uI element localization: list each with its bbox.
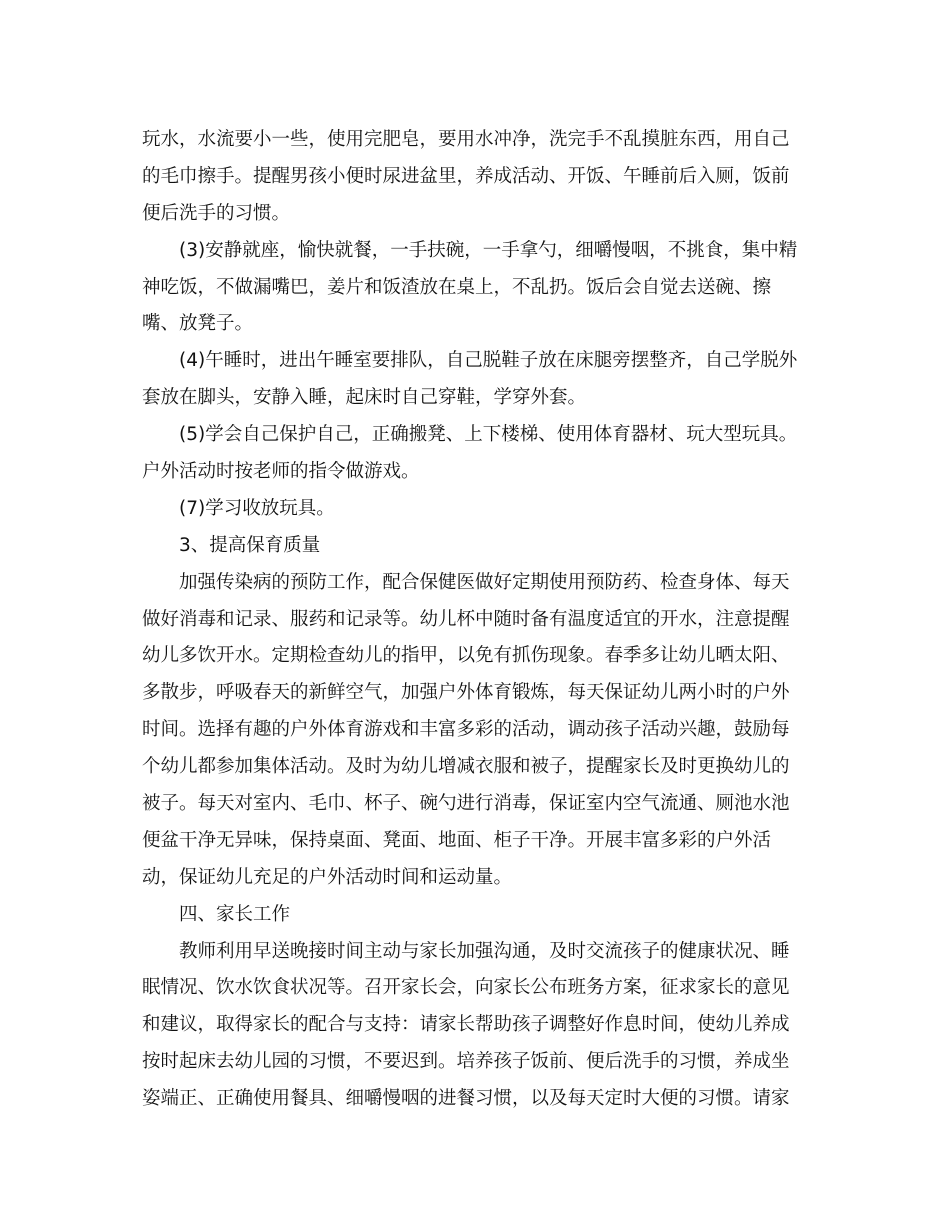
text-line: 做好消毒和记录、服药和记录等。幼儿杯中随时备有温度适宜的开水，注意提醒 <box>142 608 790 630</box>
text-line: 和建议，取得家长的配合与支持：请家长帮助孩子调整好作息时间，使幼儿养成 <box>142 1014 790 1036</box>
text-line: 嘴、放凳子。 <box>142 313 254 335</box>
text-line: 时间。选择有趣的户外体育游戏和丰富多彩的活动，调动孩子活动兴趣，鼓励每 <box>142 719 790 741</box>
text-line: 动，保证幼儿充足的户外活动时间和运动量。 <box>142 866 513 888</box>
text-line: 户外活动时按老师的指令做游戏。 <box>142 461 420 483</box>
text-line: (7)学习收放玩具。 <box>179 497 335 519</box>
text-line: 被子。每天对室内、毛巾、杯子、碗勺进行消毒，保证室内空气流通、厕池水池 <box>142 793 790 815</box>
text-line: 按时起床去幼儿园的习惯，不要迟到。培养孩子饭前、便后洗手的习惯，养成坐 <box>142 1051 790 1073</box>
text-line: 套放在脚头，安静入睡，起床时自己穿鞋，学穿外套。 <box>142 387 587 409</box>
text-line: 教师利用早送晚接时间主动与家长加强沟通，及时交流孩子的健康状况、睡 <box>179 940 790 962</box>
text-line: (5)学会自己保护自己，正确搬凳、上下楼梯、使用体育器材、玩大型玩具。 <box>179 424 798 446</box>
text-line: 眠情况、饮水饮食状况等。召开家长会，向家长公布班务方案，征求家长的意见 <box>142 977 790 999</box>
text-line: 四、家长工作 <box>179 903 291 925</box>
text-line: 加强传染病的预防工作，配合保健医做好定期使用预防药、检查身体、每天 <box>179 571 790 593</box>
text-line: 便盆干净无异味，保持桌面、凳面、地面、柜子干净。开展丰富多彩的户外活 <box>142 829 772 851</box>
text-line: 多散步，呼吸春天的新鲜空气，加强户外体育锻炼，每天保证幼儿两小时的户外 <box>142 682 790 704</box>
text-line: (3)安静就座，愉快就餐，一手扶碗，一手拿勺，细嚼慢咽，不挑食，集中精 <box>179 239 798 261</box>
text-line: 神吃饭，不做漏嘴巴，姜片和饭渣放在桌上，不乱扔。饭后会自觉去送碗、擦 <box>142 276 772 298</box>
document-page <box>142 122 810 1118</box>
text-line: 3、提高保育质量 <box>179 534 321 556</box>
text-line: (4)午睡时，进出午睡室要排队，自己脱鞋子放在床腿旁摆整齐，自己学脱外 <box>179 350 798 372</box>
text-line: 幼儿多饮开水。定期检查幼儿的指甲，以免有抓伤现象。春季多让幼儿晒太阳、 <box>142 645 790 667</box>
text-line: 姿端正、正确使用餐具、细嚼慢咽的进餐习惯，以及每天定时大便的习惯。请家 <box>142 1088 790 1110</box>
text-line: 便后洗手的习惯。 <box>142 202 291 224</box>
text-line: 玩水，水流要小一些，使用完肥皂，要用水冲净，洗完手不乱摸脏东西，用自己 <box>142 129 790 150</box>
text-line: 个幼儿都参加集体活动。及时为幼儿增减衣服和被子，提醒家长及时更换幼儿的 <box>142 756 790 778</box>
text-line: 的毛巾擦手。提醒男孩小便时尿进盆里，养成活动、开饭、午睡前后入厕，饭前 <box>142 165 790 187</box>
